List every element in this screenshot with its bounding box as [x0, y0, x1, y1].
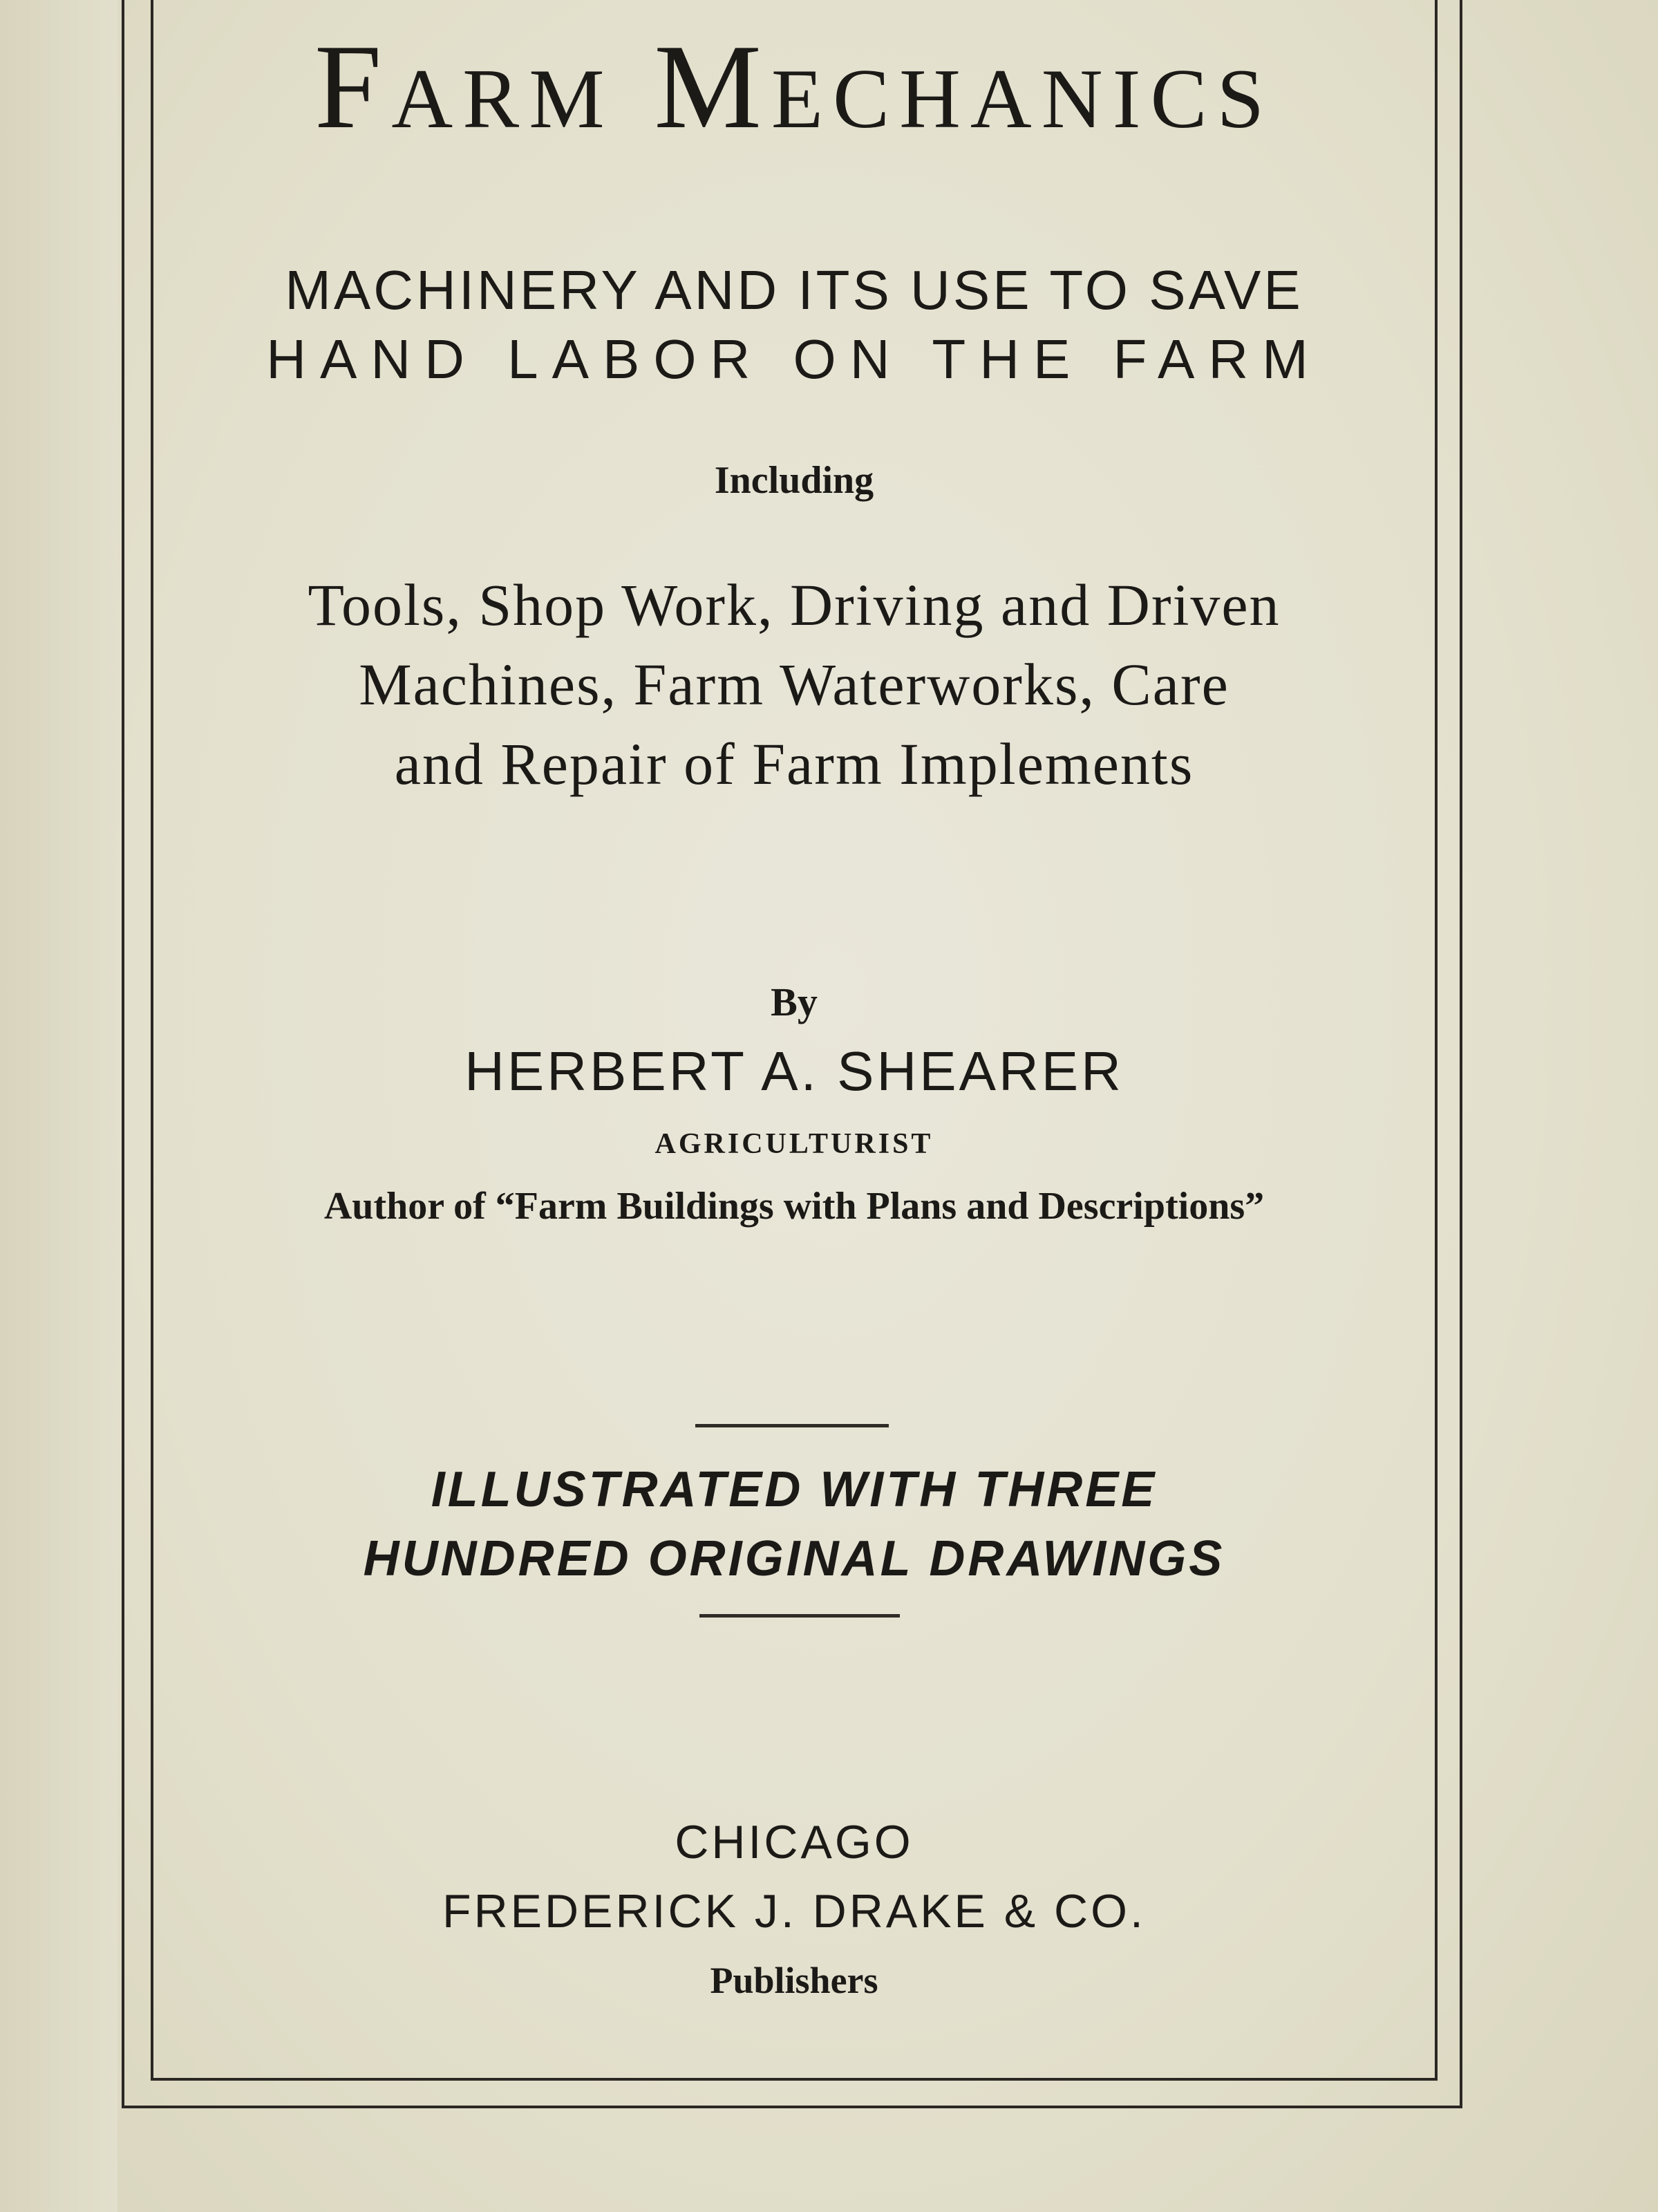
contents-line-2: Machines, Farm Waterworks, Care: [359, 651, 1230, 718]
subtitle-line-1: MACHINERY AND ITS USE TO SAVE: [285, 259, 1303, 321]
divider-rule-top: [695, 1424, 889, 1427]
contents-line-1: Tools, Shop Work, Driving and Driven: [308, 572, 1281, 638]
illustrated-line-2: HUNDRED ORIGINAL DRAWINGS: [363, 1531, 1225, 1586]
contents-line-3: and Repair of Farm Implements: [394, 731, 1194, 797]
divider-rule-bottom: [699, 1614, 900, 1618]
publisher-name: FREDERICK J. DRAKE & CO.: [442, 1885, 1146, 1938]
author-previous-work: Author of “Farm Buildings with Plans and Descriptions”: [323, 1185, 1265, 1228]
subtitle-line-2: HAND LABOR ON THE FARM: [266, 328, 1322, 390]
including-label: Including: [714, 459, 874, 502]
illustrated-line-1: ILLUSTRATED WITH THREE: [431, 1462, 1158, 1517]
book-title: Farm Mechanics: [314, 19, 1274, 153]
by-label: By: [771, 980, 818, 1024]
page-edge: [0, 0, 117, 2212]
publishers-label: Publishers: [710, 1960, 878, 2001]
author-name: HERBERT A. SHEARER: [464, 1040, 1124, 1102]
author-occupation: AGRICULTURIST: [654, 1128, 934, 1160]
publisher-city: CHICAGO: [675, 1816, 914, 1868]
title-page: [153, 0, 1435, 2074]
